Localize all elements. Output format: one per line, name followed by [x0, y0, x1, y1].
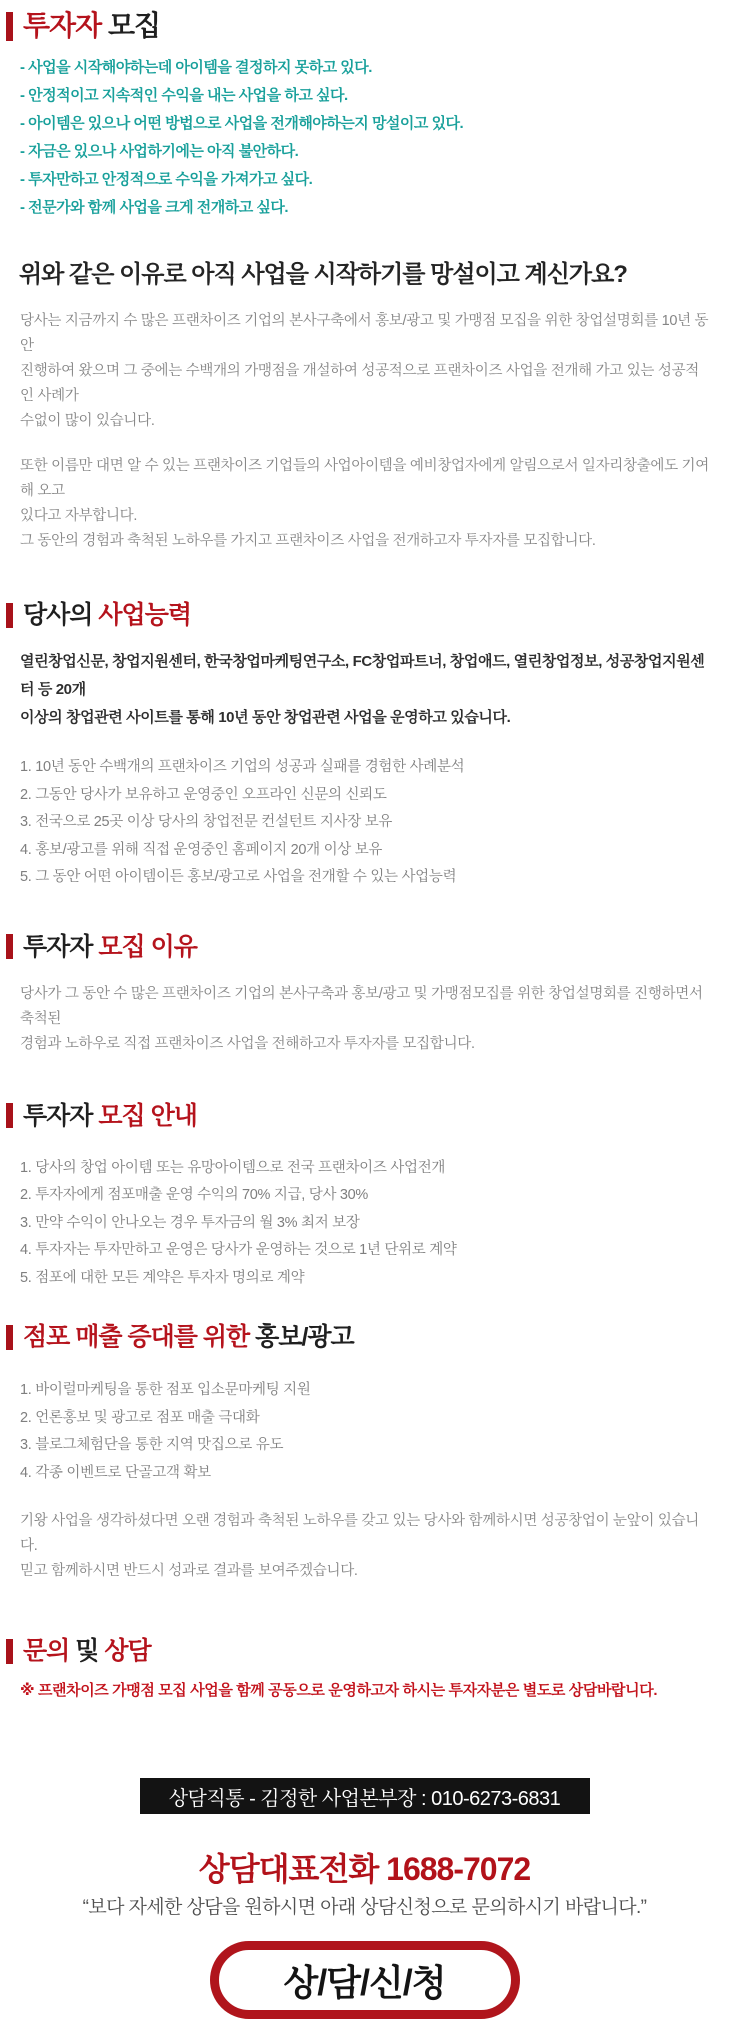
list-item: 2. 그동안 당사가 보유하고 운영중인 오프라인 신문의 신뢰도: [20, 786, 387, 803]
list-item: 4. 각종 이벤트로 단골고객 확보: [20, 1464, 211, 1481]
paragraph-line: 믿고 함께하시면 반드시 성과로 결과를 보여주겠습니다.: [20, 1563, 358, 1579]
section-title-capability: [0, 600, 729, 630]
list-item: 1. 바이럴마케팅을 통한 점포 입소문마케팅 지원: [20, 1382, 311, 1398]
consult-quote: “보다 자세한 상담을 원하시면 아래 상담신청으로 문의하시기 바랍니다.”: [82, 1897, 647, 1918]
pain-point-item: - 사업을 시작해야하는데 아이템을 결정하지 못하고 있다.: [20, 59, 372, 76]
intro-paragraph-2: [0, 454, 729, 554]
page-title: 투자자 모집: [23, 10, 161, 41]
paragraph-line: 이상의 창업관련 사이트를 통해 10년 동안 창업관련 사업을 운영하고 있습니다.: [20, 709, 511, 726]
paragraph-line: 또한 이름만 대면 알 수 있는 프랜차이즈 기업들의 사업아이템을 예비창업자에게 알림으로서 일자리창출에도 기여해 오고: [20, 458, 709, 499]
list-item: 5. 그 동안 어떤 아이템이든 홍보/광고로 사업을 전개할 수 있는 사업능력: [20, 869, 457, 885]
paragraph-line: 당사는 지금까지 수 많은 프랜차이즈 기업의 본사구축에서 홍보/광고 및 가맹점 모집을 위한 창업설명회를 10년 동안: [20, 313, 709, 354]
paragraph-line: 당사가 그 동안 수 많은 프랜차이즈 기업의 본사구축과 홍보/광고 및 가맹점모집를 위한 창업설명회를 진행하면서 축척된: [20, 985, 703, 1027]
section-heading: 투자자 모집 안내: [23, 1101, 197, 1130]
hotline-banner: 상담직통 - 김정한 사업본부장 : 010-6273-6831: [140, 1778, 590, 1814]
list-item: 2. 언론홍보 및 광고로 점포 매출 극대화: [20, 1409, 260, 1426]
list-item: 3. 블로그체험단을 통한 지역 맛집으로 유도: [20, 1437, 284, 1453]
pain-point-item: - 전문가와 함께 사업을 크게 전개하고 싶다.: [20, 199, 288, 216]
pain-point-item: - 자금은 있으나 사업하기에는 아직 불안하다.: [20, 143, 299, 160]
section-heading: 당사의 사업능력: [23, 601, 192, 629]
section-title-guide: [0, 1101, 729, 1131]
paragraph-line: 그 동안의 경험과 축척된 노하우를 가지고 프랜차이즈 사업을 전개하고자 투자자를 모집합니다.: [20, 533, 596, 549]
list-item: 4. 홍보/광고를 위해 직접 운영중인 홈페이지 20개 이상 보유: [20, 841, 383, 858]
list-item: 1. 10년 동안 수백개의 프랜차이즈 기업의 성공과 실패를 경험한 사례분석: [20, 759, 465, 775]
paragraph-line: 경험과 노하우로 직접 프랜차이즈 사업을 전해하고자 투자자를 모집합니다.: [20, 1035, 475, 1052]
list-item: 3. 전국으로 25곳 이상 당사의 창업전문 컨설턴트 지사장 보유: [20, 814, 393, 830]
promotion-list: [0, 1377, 729, 1487]
guide-list: [0, 1155, 729, 1293]
main-phone-number: 상담대표전화 1688-7072: [198, 1851, 531, 1887]
list-item: 2. 투자자에게 점포매출 운영 수익의 70% 지급, 당사 30%: [20, 1187, 369, 1203]
paragraph-line: 있다고 자부합니다.: [20, 508, 138, 524]
pain-point-list: [0, 54, 729, 222]
closing-paragraph: [0, 1509, 729, 1584]
pain-point-item: - 안정적이고 지속적인 수익을 내는 사업을 하고 싶다.: [20, 87, 348, 104]
paragraph-line: 열린창업신문, 창업지원센터, 한국창업마케팅연구소, FC창업파트너, 창업애드, 열린창업정보, 성공창업지원센터 등 20개: [20, 653, 705, 698]
red-bar-icon: [6, 603, 13, 628]
red-bar-icon: [6, 12, 13, 41]
paragraph-line: 기왕 사업을 생각하셨다면 오랜 경험과 축척된 노하우를 갖고 있는 당사와 함께하시면 성공창업이 눈앞이 있습니다.: [20, 1513, 699, 1554]
section-title-investor-recruit: [0, 0, 729, 43]
red-bar-icon: [6, 1325, 13, 1350]
red-bar-icon: [6, 934, 13, 959]
section-title-promotion: [0, 1322, 729, 1352]
list-item: 4. 투자자는 투자만하고 운영은 당사가 운영하는 것으로 1년 단위로 계약: [20, 1242, 457, 1258]
consult-request-button[interactable]: 상/담/신/청: [210, 1941, 520, 2019]
reason-paragraph: [0, 982, 729, 1057]
list-item: 3. 만약 수익이 안나오는 경우 투자금의 월 3% 최저 보장: [20, 1214, 360, 1231]
partner-note: ※ 프랜차이즈 가맹점 모집 사업을 함께 공동으로 운영하고자 하시는 투자자분은 별도로 상담바랍니다.: [20, 1682, 658, 1699]
red-bar-icon: [6, 1639, 13, 1664]
section-title-contact: [0, 1636, 729, 1666]
section-heading: 투자자 모집 이유: [23, 932, 197, 961]
section-title-reason: [0, 932, 729, 962]
intro-paragraph-1: [0, 309, 729, 434]
list-item: 5. 점포에 대한 모든 계약은 투자자 명의로 계약: [20, 1269, 305, 1286]
capability-list: [0, 754, 729, 892]
paragraph-line: 진행하여 왔으며 그 중에는 수백개의 가맹점을 개설하여 성공적으로 프랜차이즈 사업을 전개해 가고 있는 성공적인 사례가: [20, 363, 699, 404]
pain-point-item: - 아이템은 있으나 어떤 방법으로 사업을 전개해야하는지 망설이고 있다.: [20, 115, 464, 132]
paragraph-line: 수없이 많이 있습니다.: [20, 413, 155, 429]
section-heading: 문의 및 상담: [23, 1637, 151, 1665]
section-heading: 점포 매출 증대를 위한 홍보/광고: [23, 1323, 354, 1351]
list-item: 1. 당사의 창업 아이템 또는 유망아이템으로 전국 프랜차이즈 사업전개: [20, 1159, 446, 1176]
hook-heading: 위와 같은 이유로 아직 사업을 시작하기를 망설이고 계신가요?: [19, 261, 627, 288]
pain-point-item: - 투자만하고 안정적으로 수익을 가져가고 싶다.: [20, 171, 313, 188]
red-bar-icon: [6, 1103, 13, 1128]
capability-lead: [0, 648, 729, 732]
